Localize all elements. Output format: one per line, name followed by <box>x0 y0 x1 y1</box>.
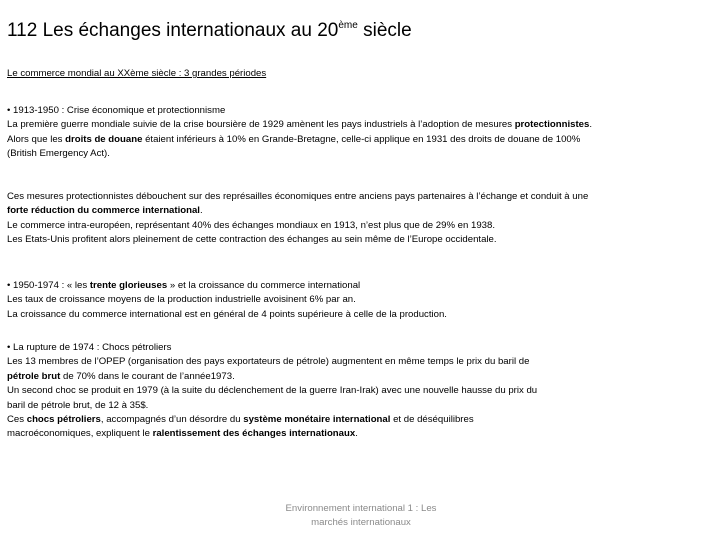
text-span: . <box>589 119 592 131</box>
text-line: baril de pétrole brut, de 12 à 35$. <box>7 399 149 411</box>
paragraph-protectionism <box>7 104 652 162</box>
bold-term: pétrole brut <box>7 370 61 382</box>
bold-term: chocs pétroliers <box>26 414 101 426</box>
text-line: Un second choc se produit en 1979 (à la suite du déclenchement de la guerre Iran-Irak) avec une nouvelle hausse du prix du <box>7 385 538 397</box>
text-line: Les 13 membres de l’OPEP (organisation des pays exportateurs de pétrole) augmentent en même temps le prix du baril de <box>7 356 530 368</box>
bold-term: ralentissement des échanges internationaux <box>152 428 356 440</box>
slide-title <box>7 20 412 42</box>
bold-term: système monétaire international <box>243 414 391 426</box>
text-span: et de déséquilibres <box>390 414 474 426</box>
bullet-heading <box>7 279 652 293</box>
title-text-end: siècle <box>357 20 412 41</box>
bullet-heading: • La rupture de 1974 : Chocs pétroliers <box>7 342 172 353</box>
paragraph-reprisals <box>7 190 707 248</box>
footer-line: marchés internationaux <box>311 517 411 528</box>
text-span: . <box>355 428 358 440</box>
text-line <box>7 133 652 147</box>
text-line: (British Emergency Act). <box>7 148 110 160</box>
text-line: Les Etats-Unis profitent alors pleinement de cette contraction des échanges au sein même de l’Europe occidentale. <box>7 234 497 246</box>
text-line: La croissance du commerce international est en général de 4 points supérieure à celle de la production. <box>7 308 447 320</box>
slide-footer <box>268 502 454 530</box>
text-span: de 70% dans le courant de l’année1973. <box>60 370 235 382</box>
text-line: Les taux de croissance moyens de la production industrielle avoisinent 6% par an. <box>7 294 356 306</box>
text-line: Le commerce intra-européen, représentant 40% des échanges mondiaux en 1913, n’est plus que de 29% en 1938. <box>7 219 496 231</box>
bold-term: trente glorieuses <box>89 280 168 291</box>
title-superscript: ème <box>338 20 358 31</box>
text-span: » et la croissance du commerce international <box>167 280 361 291</box>
text-span: Alors que les <box>7 133 66 145</box>
bullet-heading: • 1913-1950 : Crise économique et protectionnisme <box>7 105 226 116</box>
text-line: Ces mesures protectionnistes débouchent sur des représailles économiques entre anciens pays partenaires à l’échange et conduit à une <box>7 191 589 202</box>
paragraph-trente-glorieuses <box>7 279 652 322</box>
title-text: 112 Les échanges internationaux au 20 <box>7 20 339 41</box>
text-span: Ces <box>7 414 27 426</box>
text-span: La première guerre mondiale suivie de la crise boursière de 1929 amènent les pays industriels à l’adoption de mesures <box>7 119 515 131</box>
text-line <box>7 370 624 384</box>
footer-line: Environnement international 1 : Les <box>285 503 437 514</box>
text-line <box>7 413 624 427</box>
bold-term: forte réduction du commerce international <box>7 205 200 217</box>
text-span: • 1950-1974 : « les <box>7 280 90 291</box>
text-line <box>7 204 707 218</box>
text-line <box>7 118 652 132</box>
text-span: étaient inférieurs à 10% en Grande-Bretagne, celle-ci applique en 1931 des droits de douane de 100% <box>142 133 581 145</box>
text-span: . <box>199 205 203 217</box>
text-line <box>7 427 624 441</box>
bold-term: protectionnistes <box>514 119 590 131</box>
text-span: , accompagnés d’un désordre du <box>100 414 244 426</box>
text-span: macroéconomiques, expliquent le <box>7 428 153 440</box>
bold-term: droits de douane <box>65 133 143 145</box>
paragraph-oil-shocks <box>7 341 624 442</box>
slide-subtitle: Le commerce mondial au XXème siècle : 3 grandes périodes <box>7 68 267 79</box>
